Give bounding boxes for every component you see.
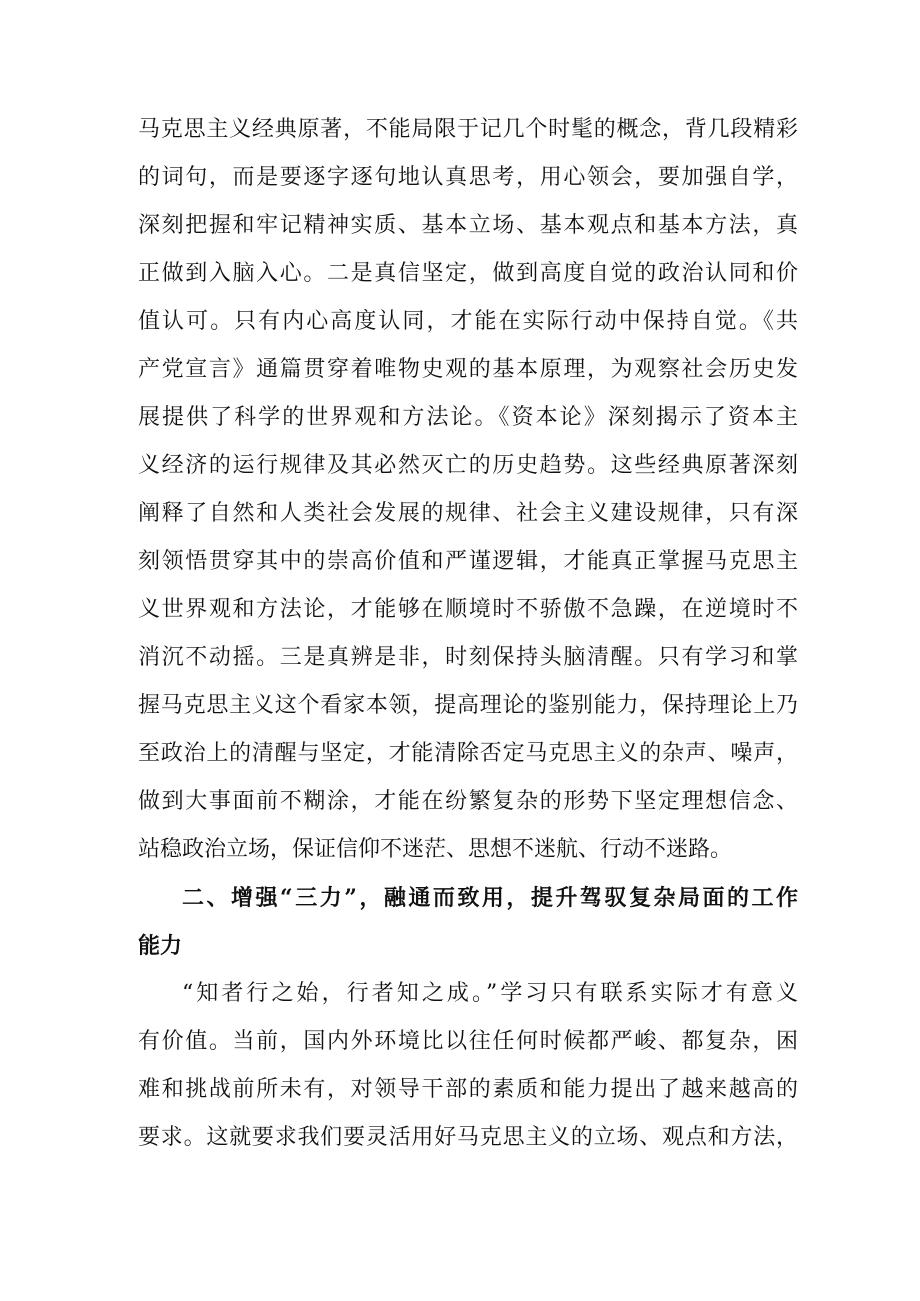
body-text-line: 值认可。只有内心高度认同，才能在实际行动中保持自觉。《共 [138, 309, 798, 334]
body-text-line: 马克思主义经典原著，不能局限于记几个时髦的概念，背几段精彩 [138, 117, 798, 142]
section-heading: 二、增强“三力”，融通而致用，提升驾驭复杂局面的工作 [182, 885, 798, 911]
body-text-line: 握马克思主义这个看家本领，提高理论的鉴别能力，保持理论上乃 [138, 693, 798, 718]
body-text-line: 阐释了自然和人类社会发展的规律、社会主义建设规律，只有深 [138, 501, 798, 526]
body-text-line: 义经济的运行规律及其必然灭亡的历史趋势。这些经典原著深刻 [138, 453, 798, 478]
body-text-line: 刻领悟贯穿其中的崇高价值和严谨逻辑，才能真正掌握马克思主 [138, 549, 798, 574]
body-text-line: 要求。这就要求我们要灵活用好马克思主义的立场、观点和方法， [138, 1125, 798, 1150]
body-text-line: 做到大事面前不糊涂，才能在纷繁复杂的形势下坚定理想信念、 [138, 789, 798, 814]
body-text-line: 义世界观和方法论，才能够在顺境时不骄傲不急躁，在逆境时不 [138, 597, 798, 622]
section-heading-continued: 能力 [138, 933, 183, 959]
body-text-line: 深刻把握和牢记精神实质、基本立场、基本观点和基本方法，真 [138, 213, 798, 238]
body-text-line: 消沉不动摇。三是真辨是非，时刻保持头脑清醒。只有学习和掌 [138, 645, 798, 670]
body-text-line: 展提供了科学的世界观和方法论。《资本论》深刻揭示了资本主 [138, 405, 798, 430]
body-text-line: 站稳政治立场，保证信仰不迷茫、思想不迷航、行动不迷路。 [138, 837, 733, 862]
body-text-line: 的词句，而是要逐字逐句地认真思考，用心领会，要加强自学， [138, 165, 798, 190]
body-text-line: 产党宣言》通篇贯穿着唯物史观的基本原理，为观察社会历史发 [138, 357, 798, 382]
body-text-line: 难和挑战前所未有，对领导干部的素质和能力提出了越来越高的 [138, 1077, 798, 1102]
body-text-line: “知者行之始，行者知之成。”学习只有联系实际才有意义 [182, 981, 798, 1006]
body-text-line: 正做到入脑入心。二是真信坚定，做到高度自觉的政治认同和价 [138, 261, 798, 286]
body-text-line: 有价值。当前，国内外环境比以往任何时候都严峻、都复杂，困 [138, 1029, 798, 1054]
body-text-line: 至政治上的清醒与坚定，才能清除否定马克思主义的杂声、噪声， [138, 741, 798, 766]
